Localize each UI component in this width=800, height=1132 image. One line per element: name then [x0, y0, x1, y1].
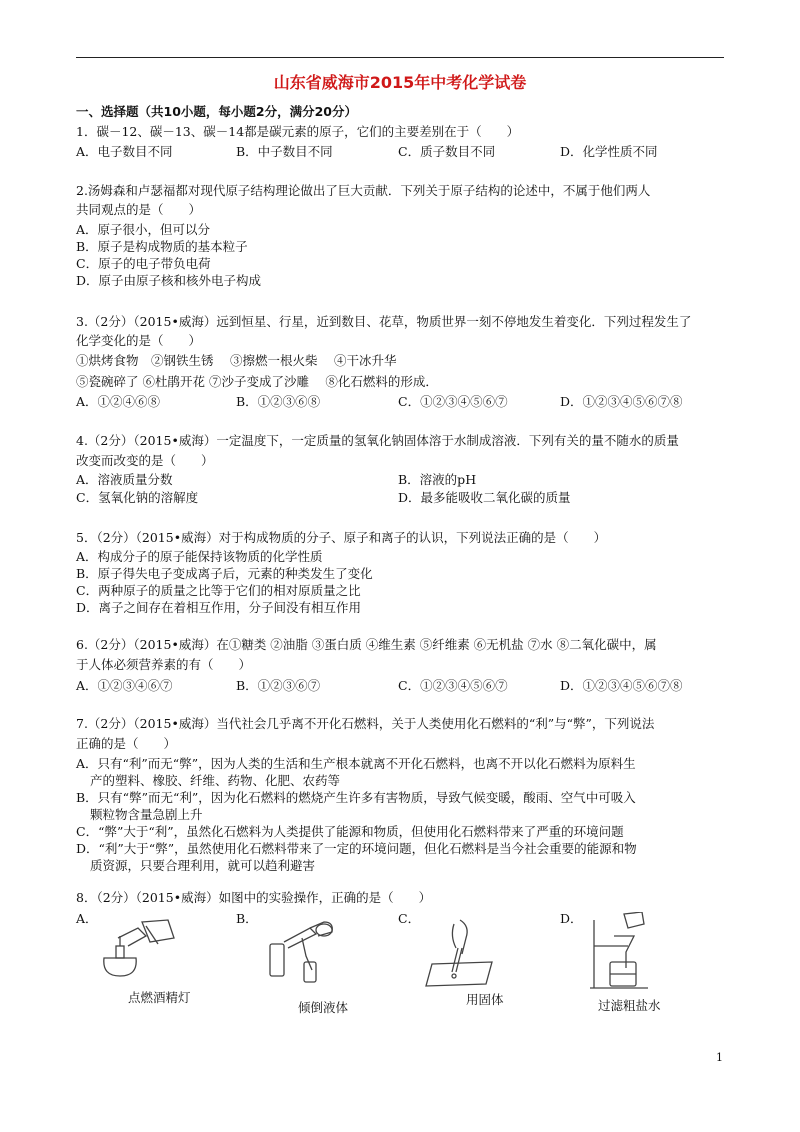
q6-option-a: A．①②③④⑥⑦: [76, 678, 173, 693]
q3-stem-line1: 3.（2分）（2015•威海）远到恒星、行星，近到数目、花草，物质世界一刻不停地发生着变化．下列过程发生了: [76, 314, 692, 329]
page-number: 1: [716, 1051, 723, 1064]
q8-stem: 8．（2分）（2015•威海）如图中的实验操作，正确的是（ ）: [76, 890, 432, 905]
q7-option-d-line1: D．“利”大于“弊”，虽然使用化石燃料带来了一定的环境问题，但化石燃料是当今社会重要的能源和物: [76, 841, 637, 856]
pouring-liquid-figure: [262, 918, 346, 986]
q4-stem-line2: 改变而改变的是（ ）: [76, 453, 214, 468]
q8-caption-c: 用固体: [466, 992, 504, 1007]
q8-caption-a: 点燃酒精灯: [128, 990, 191, 1005]
q3-items-line2: ⑤瓷碗碎了 ⑥杜鹃开花 ⑦沙子变成了沙雕 ⑧化石燃料的形成．: [76, 374, 438, 389]
q7-option-b-line2: 颗粒物含量急剧上升: [90, 807, 203, 822]
q4-option-b: B．溶液的pH: [398, 472, 477, 487]
q3-option-d: D．①②③④⑤⑥⑦⑧: [560, 394, 683, 409]
q6-option-b: B．①②③⑥⑦: [236, 678, 321, 693]
q7-option-d-line2: 质资源，只要合理利用，就可以趋利避害: [90, 858, 316, 873]
q2-stem-line2: 共同观点的是（ ）: [76, 202, 202, 217]
q8-label-d: D．: [560, 911, 583, 926]
alcohol-lamp-lighting-figure: [98, 918, 178, 980]
q5-stem: 5．（2分）（2015•威海）对于构成物质的分子、原子和离子的认识，下列说法正确的是（ ）: [76, 530, 607, 545]
q4-stem-line1: 4.（2分）（2015•威海）一定温度下，一定质量的氢氧化钠固体溶于水制成溶液．下列有关的量不随水的质量: [76, 433, 679, 448]
q8-label-a: A．: [76, 911, 98, 926]
q2-stem-line1: 2.汤姆森和卢瑟福都对现代原子结构理论做出了巨大贡献．下列关于原子结构的论述中，不属于他们两人: [76, 183, 651, 198]
section-heading: 一、选择题（共10小题，每小题2分，满分20分）: [76, 104, 357, 119]
q6-option-c: C．①②③④⑤⑥⑦: [398, 678, 508, 693]
q2-option-c: C．原子的电子带负电荷: [76, 256, 211, 271]
filtering-setup-figure: [588, 912, 672, 994]
q6-stem-line2: 于人体必须营养素的有（ ）: [76, 657, 252, 672]
q7-option-a-line2: 产的塑料、橡胶、纤维、药物、化肥、农药等: [90, 773, 341, 788]
q4-option-d: D．最多能吸收二氧化碳的质量: [398, 490, 571, 505]
q1-option-c: C．质子数目不同: [398, 144, 496, 159]
q8-caption-d: 过滤粗盐水: [598, 998, 661, 1013]
q7-option-b-line1: B．只有“弊”而无“利”，因为化石燃料的燃烧产生许多有害物质，导致气候变暖，酸雨、空气中可吸入: [76, 790, 636, 805]
header-rule: [76, 57, 724, 58]
q5-option-d: D．离子之间存在着相互作用，分子间没有相互作用: [76, 600, 362, 615]
exam-title: 山东省威海市2015年中考化学试卷: [273, 73, 527, 92]
q7-stem-line2: 正确的是（ ）: [76, 736, 177, 751]
q3-option-c: C．①②③④⑤⑥⑦: [398, 394, 508, 409]
q3-option-b: B．①②③⑥⑧: [236, 394, 321, 409]
q1-stem: 1．碳－12、碳－13、碳－14都是碳元素的原子，它们的主要差别在于（ ）: [76, 124, 520, 139]
q7-option-c: C．“弊”大于“利”，虽然化石燃料为人类提供了能源和物质，但使用化石燃料带来了严重的环境问题: [76, 824, 624, 839]
q4-option-c: C．氢氧化钠的溶解度: [76, 490, 199, 505]
q8-caption-b: 倾倒液体: [298, 1000, 349, 1015]
q7-stem-line1: 7.（2分）（2015•威海）当代社会几乎离不开化石燃料，关于人类使用化石燃料的“利”与“弊”，下列说法: [76, 716, 655, 731]
handling-solid-figure: [422, 918, 498, 988]
q4-option-a: A．溶液质量分数: [76, 472, 173, 487]
q1-option-b: B．中子数目不同: [236, 144, 333, 159]
q5-option-c: C．两种原子的质量之比等于它们的相对原质量之比: [76, 583, 361, 598]
q2-option-b: B．原子是构成物质的基本粒子: [76, 239, 248, 254]
q2-option-a: A．原子很小，但可以分: [76, 222, 211, 237]
q3-items-line1: ①烘烤食物 ②钢铁生锈 ③擦燃一根火柴 ④干冰升华: [76, 353, 397, 368]
q2-option-d: D．原子由原子核和核外电子构成: [76, 273, 262, 288]
q8-label-b: B．: [236, 911, 258, 926]
q5-option-b: B．原子得失电子变成离子后，元素的种类发生了变化: [76, 566, 373, 581]
q3-stem-line2: 化学变化的是（ ）: [76, 333, 202, 348]
q5-option-a: A．构成分子的原子能保持该物质的化学性质: [76, 549, 323, 564]
q7-option-a-line1: A．只有“利”而无“弊”，因为人类的生活和生产根本就离不开化石燃料，也离不开以化石燃料为原料生: [76, 756, 636, 771]
q1-option-a: A．电子数目不同: [76, 144, 173, 159]
q6-stem-line1: 6.（2分）（2015•威海）在①糖类 ②油脂 ③蛋白质 ④维生素 ⑤纤维素 ⑥无机盐 ⑦水 ⑧二氧化碳中，属: [76, 637, 657, 652]
q3-option-a: A．①②④⑥⑧: [76, 394, 161, 409]
q8-label-c: C．: [398, 911, 421, 926]
q1-option-d: D．化学性质不同: [560, 144, 658, 159]
q6-option-d: D．①②③④⑤⑥⑦⑧: [560, 678, 683, 693]
